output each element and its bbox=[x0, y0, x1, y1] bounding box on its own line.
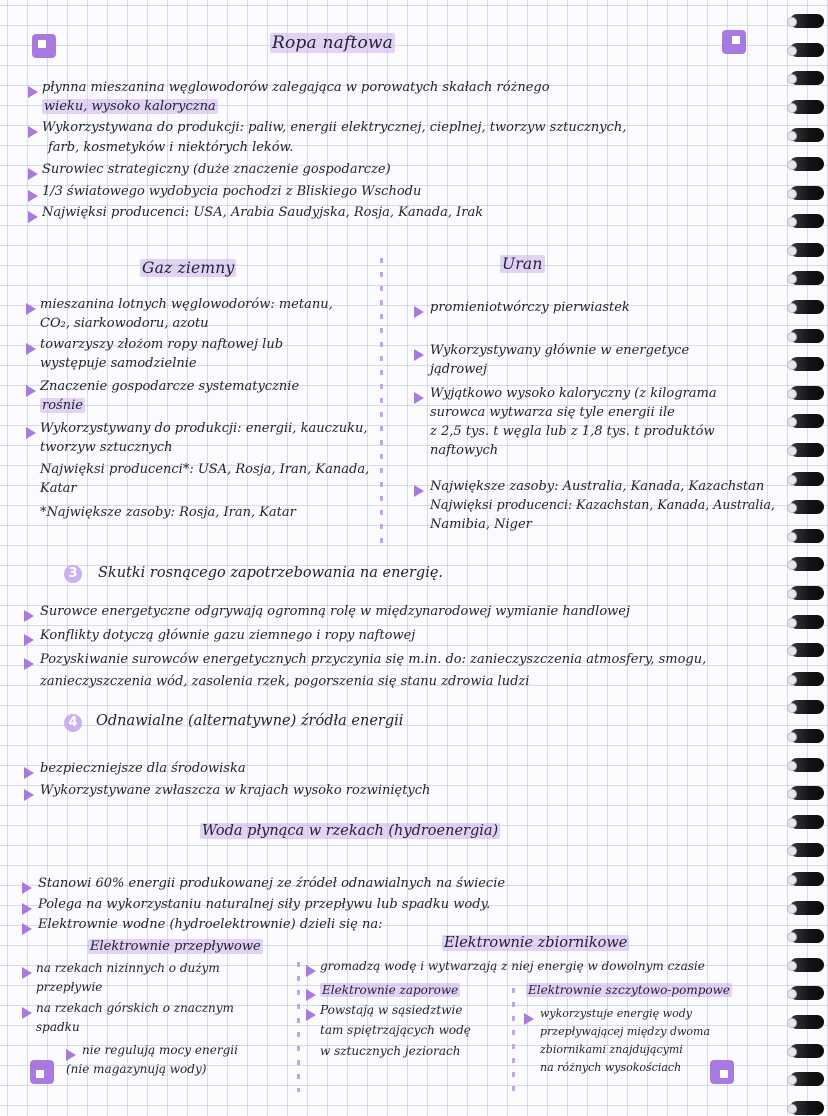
oil-line-3: Wykorzystywana do produkcji: paliw, energii elektrycznej, cieplnej, tworzyw sztucznych, bbox=[42, 120, 627, 135]
bullet-icon bbox=[22, 923, 32, 935]
spiral-ring bbox=[790, 128, 824, 142]
bullet-icon bbox=[24, 658, 34, 670]
spiral-ring bbox=[790, 872, 824, 886]
bullet-icon bbox=[524, 1013, 534, 1025]
spiral-ring bbox=[790, 14, 824, 28]
spiral-ring bbox=[790, 443, 824, 457]
oil-line-6: 1/3 światowego wydobycia pochodzi z Bliskiego Wschodu bbox=[42, 184, 422, 199]
spiral-ring bbox=[790, 986, 824, 1000]
gas-line-9: Najwięksi producenci*: USA, Rosja, Iran, Kanada, bbox=[40, 462, 370, 477]
run-of-river-line-3: na rzekach górskich o znacznym bbox=[36, 1001, 234, 1015]
section-3-line-2: Konflikty dotyczą głównie gazu ziemnego i ropy naftowej bbox=[40, 628, 416, 643]
bullet-icon bbox=[306, 965, 316, 977]
gas-line-2: CO₂, siarkowodoru, azotu bbox=[40, 316, 209, 331]
dam-plant-line-3: w sztucznych jeziorach bbox=[320, 1044, 461, 1058]
section-3-line-1: Surowce energetyczne odgrywają ogromną rolę w międzynarodowej wymianie handlowej bbox=[40, 604, 631, 619]
dam-plant-line-1: Powstają w sąsiedztwie bbox=[320, 1003, 463, 1017]
run-of-river-heading: Elektrownie przepływowe bbox=[90, 939, 261, 954]
bullet-icon bbox=[66, 1049, 76, 1061]
uranium-heading: Uran bbox=[502, 255, 543, 273]
run-of-river-line-2: przepływie bbox=[36, 980, 103, 994]
dam-plant-line-2: tam spiętrzających wodę bbox=[320, 1023, 471, 1037]
spiral-ring bbox=[790, 557, 824, 571]
bullet-icon bbox=[24, 789, 34, 801]
bullet-icon bbox=[306, 1009, 316, 1021]
pumped-storage-line-4: na różnych wysokościach bbox=[540, 1061, 682, 1074]
spiral-ring bbox=[790, 71, 824, 85]
bullet-icon bbox=[22, 967, 32, 979]
spiral-ring bbox=[790, 157, 824, 171]
run-of-river-line-1: na rzekach nizinnych o dużym bbox=[36, 961, 220, 975]
spiral-ring bbox=[790, 300, 824, 314]
bullet-icon bbox=[26, 303, 36, 315]
uranium-line-9: Najwięksi producenci: Kazachstan, Kanada, Australia, bbox=[430, 498, 775, 513]
pumped-storage-line-1: wykorzystuje energię wody bbox=[540, 1007, 692, 1020]
bullet-icon bbox=[22, 882, 32, 894]
bullet-icon bbox=[28, 126, 38, 138]
oil-line-1: płynna mieszanina węglowodorów zalegająca w porowatych skałach różnego bbox=[42, 80, 550, 95]
spiral-ring bbox=[790, 472, 824, 486]
bullet-icon bbox=[414, 485, 424, 497]
water-line-3: Elektrownie wodne (hydroelektrownie) dzieli się na: bbox=[38, 917, 383, 932]
bullet-icon bbox=[306, 989, 316, 1001]
gas-line-11: *Największe zasoby: Rosja, Iran, Katar bbox=[40, 505, 296, 520]
pumped-storage-heading: Elektrownie szczytowo-pompowe bbox=[528, 983, 730, 997]
brand-logo-icon bbox=[30, 1060, 54, 1084]
spiral-ring bbox=[790, 729, 824, 743]
spiral-ring bbox=[790, 929, 824, 943]
uranium-line-8: Największe zasoby: Australia, Kanada, Kazachstan bbox=[430, 479, 765, 494]
bullet-icon bbox=[28, 86, 38, 98]
bullet-icon bbox=[414, 349, 424, 361]
spiral-ring bbox=[790, 1101, 824, 1115]
column-divider bbox=[512, 988, 515, 1092]
gas-line-3: towarzyszy złożom ropy naftowej lub bbox=[40, 337, 284, 352]
spiral-ring bbox=[790, 700, 824, 714]
spiral-ring bbox=[790, 958, 824, 972]
brand-logo-icon bbox=[32, 34, 56, 58]
bullet-icon bbox=[22, 1007, 32, 1019]
spiral-binding bbox=[784, 0, 828, 1116]
section-3-title: Skutki rosnącego zapotrzebowania na energię. bbox=[98, 565, 444, 581]
section-3-line-4: zanieczyszczenia wód, zasolenia rzek, pogorszenia się stanu zdrowia ludzi bbox=[40, 674, 530, 689]
reservoir-heading: Elektrownie zbiornikowe bbox=[444, 935, 628, 951]
spiral-ring bbox=[790, 414, 824, 428]
spiral-ring bbox=[790, 672, 824, 686]
spiral-ring bbox=[790, 386, 824, 400]
run-of-river-line-4: spadku bbox=[36, 1020, 80, 1034]
gas-line-4: występuje samodzielnie bbox=[40, 356, 197, 371]
gas-line-5: Znaczenie gospodarcze systematycznie bbox=[40, 379, 300, 394]
spiral-ring bbox=[790, 1044, 824, 1058]
gas-heading: Gaz ziemny bbox=[142, 259, 235, 277]
column-divider bbox=[380, 258, 383, 548]
oil-line-5: Surowiec strategiczny (duże znaczenie gospodarcze) bbox=[42, 162, 391, 177]
oil-line-2: wieku, wysoko kaloryczna bbox=[44, 99, 216, 114]
spiral-ring bbox=[790, 186, 824, 200]
oil-line-4: farb, kosmetyków i niektórych leków. bbox=[48, 140, 294, 155]
spiral-ring bbox=[790, 500, 824, 514]
spiral-ring bbox=[790, 357, 824, 371]
spiral-ring bbox=[790, 43, 824, 57]
section-4-line-2: Wykorzystywane zwłaszcza w krajach wysoko rozwiniętych bbox=[40, 783, 431, 798]
water-line-1: Stanowi 60% energii produkowanej ze źródeł odnawialnych na świecie bbox=[38, 876, 506, 891]
dam-plant-heading: Elektrownie zaporowe bbox=[322, 983, 459, 997]
spiral-ring bbox=[790, 529, 824, 543]
run-of-river-line-6: (nie magazynują wody) bbox=[66, 1062, 207, 1076]
section-4-line-1: bezpieczniejsze dla środowiska bbox=[40, 761, 246, 776]
bullet-icon bbox=[22, 903, 32, 915]
spiral-ring bbox=[790, 815, 824, 829]
spiral-ring bbox=[790, 1015, 824, 1029]
bullet-icon bbox=[24, 767, 34, 779]
uranium-line-1: promieniotwórczy pierwiastek bbox=[430, 300, 630, 315]
reservoir-line-1: gromadzą wodę i wytwarzają z niej energię w dowolnym czasie bbox=[320, 959, 705, 973]
section-number-badge: 3 bbox=[64, 565, 82, 583]
gas-line-1: mieszanina lotnych węglowodorów: metanu, bbox=[40, 297, 333, 312]
water-line-2: Polega na wykorzystaniu naturalnej siły przepływu lub spadku wody. bbox=[38, 897, 491, 912]
water-heading: Woda płynąca w rzekach (hydroenergia) bbox=[202, 823, 499, 839]
uranium-line-5: surowca wytwarza się tyle energii ile bbox=[430, 405, 675, 420]
spiral-ring bbox=[790, 586, 824, 600]
brand-logo-icon bbox=[710, 1060, 734, 1084]
bullet-icon bbox=[414, 392, 424, 404]
column-divider bbox=[297, 962, 300, 1092]
bullet-icon bbox=[28, 211, 38, 223]
spiral-ring bbox=[790, 843, 824, 857]
bullet-icon bbox=[28, 168, 38, 180]
bullet-icon bbox=[26, 427, 36, 439]
spiral-ring bbox=[790, 643, 824, 657]
spiral-ring bbox=[790, 329, 824, 343]
pumped-storage-line-3: zbiornikami znajdującymi bbox=[540, 1043, 683, 1056]
spiral-ring bbox=[790, 786, 824, 800]
spiral-ring bbox=[790, 243, 824, 257]
spiral-ring bbox=[790, 271, 824, 285]
run-of-river-line-5: nie regulują mocy energii bbox=[82, 1043, 238, 1057]
spiral-ring bbox=[790, 758, 824, 772]
bullet-icon bbox=[26, 343, 36, 355]
bullet-icon bbox=[414, 306, 424, 318]
section-number-badge: 4 bbox=[64, 714, 82, 732]
bullet-icon bbox=[24, 634, 34, 646]
section-4-title: Odnawialne (alternatywne) źródła energii bbox=[96, 713, 404, 729]
oil-line-7: Najwięksi producenci: USA, Arabia Saudyjska, Rosja, Kanada, Irak bbox=[42, 205, 484, 220]
spiral-ring bbox=[790, 1072, 824, 1086]
uranium-line-3: jądrowej bbox=[430, 362, 487, 377]
spiral-ring bbox=[790, 615, 824, 629]
uranium-line-10: Namibia, Niger bbox=[430, 517, 532, 532]
spiral-ring bbox=[790, 901, 824, 915]
uranium-line-4: Wyjątkowo wysoko kaloryczny (z kilograma bbox=[430, 386, 717, 401]
pumped-storage-line-2: przepływającej między dwoma bbox=[540, 1025, 711, 1038]
brand-logo-icon bbox=[722, 30, 746, 54]
uranium-line-2: Wykorzystywany głównie w energetyce bbox=[430, 343, 690, 358]
uranium-line-7: naftowych bbox=[430, 443, 499, 458]
bullet-icon bbox=[28, 190, 38, 202]
gas-line-6: rośnie bbox=[42, 398, 83, 413]
spiral-ring bbox=[790, 100, 824, 114]
gas-line-10: Katar bbox=[40, 481, 77, 496]
section-3-line-3: Pozyskiwanie surowców energetycznych przyczynia się m.in. do: zanieczyszczenia atmosfery, smogu, bbox=[40, 652, 707, 667]
uranium-line-6: z 2,5 tys. t węgla lub z 1,8 tys. t produktów bbox=[430, 424, 715, 439]
gas-line-8: tworzyw sztucznych bbox=[40, 440, 173, 455]
spiral-ring bbox=[790, 214, 824, 228]
page-title: Ropa naftowa bbox=[272, 33, 393, 53]
bullet-icon bbox=[26, 385, 36, 397]
bullet-icon bbox=[24, 610, 34, 622]
gas-line-7: Wykorzystywany do produkcji: energii, kauczuku, bbox=[40, 421, 368, 436]
